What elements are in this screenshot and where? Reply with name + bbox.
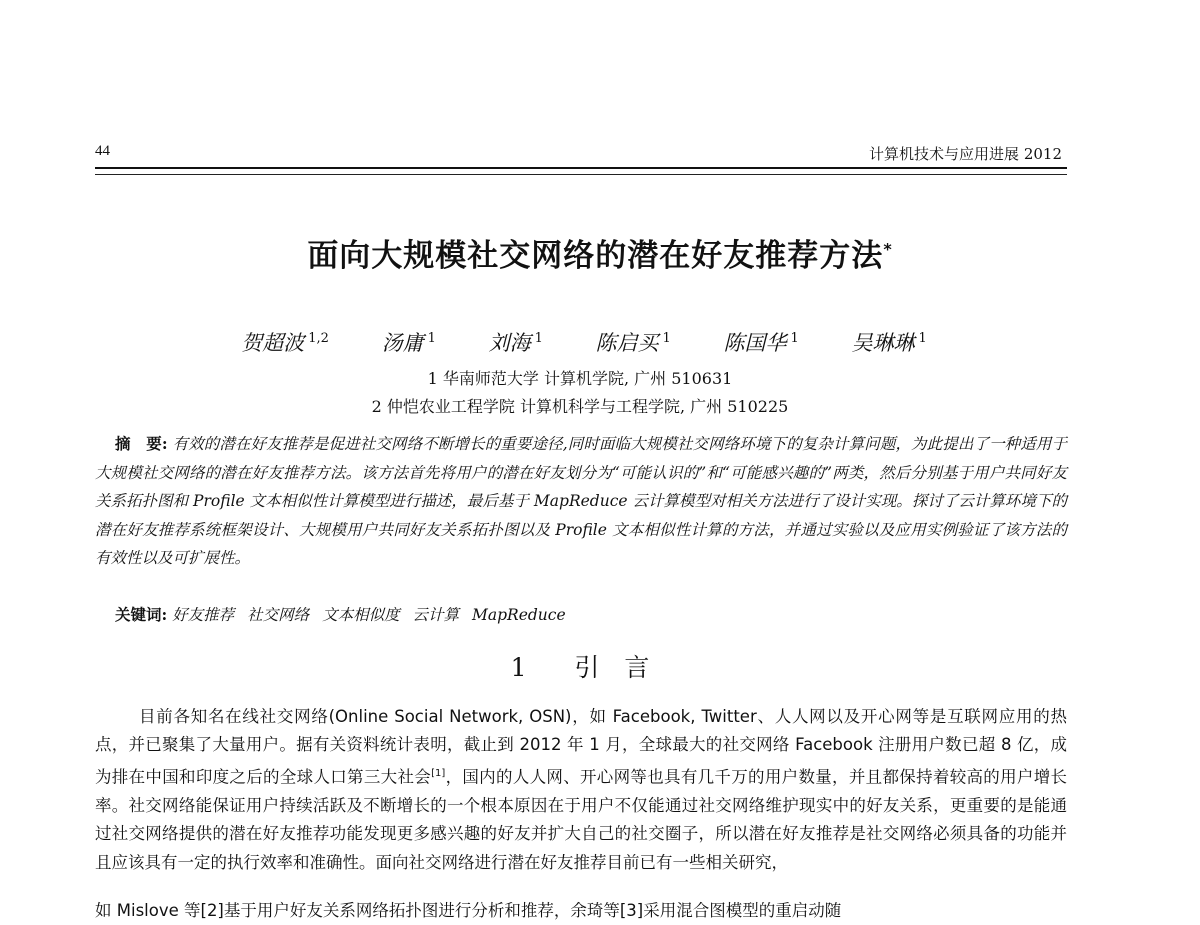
author	[851, 327, 926, 357]
author-affiliation-mark: 1	[790, 331, 799, 346]
title-footnote-mark: *	[883, 239, 893, 259]
author-name: 汤庸	[381, 331, 424, 355]
section-title: 引 言	[574, 653, 650, 682]
author-affiliation-mark: 1	[662, 331, 671, 346]
author-name: 贺超波	[241, 331, 305, 355]
author-name: 陈启买	[595, 331, 659, 355]
section-number: 1	[510, 653, 527, 682]
abstract	[95, 430, 1067, 573]
author	[241, 327, 329, 357]
running-header	[95, 143, 1062, 163]
header-rule-thick	[95, 167, 1067, 169]
section-heading	[0, 648, 1160, 684]
author-affiliation-mark: 1,2	[308, 331, 329, 346]
keyword: 好友推荐	[172, 606, 235, 624]
author-affiliation-mark: 1	[918, 331, 927, 346]
author	[489, 327, 543, 357]
paper-title-text: 面向大规模社交网络的潜在好友推荐方法	[307, 238, 884, 274]
author-name: 吴琳琳	[851, 331, 915, 355]
journal-name: 计算机技术与应用进展 2012	[869, 145, 1062, 163]
author	[596, 327, 671, 357]
author-list	[0, 327, 1168, 357]
abstract-label: 摘 要:	[115, 434, 168, 453]
keywords-label: 关键词:	[115, 605, 168, 624]
header-rule-thin	[95, 174, 1067, 175]
keyword: 社交网络	[247, 606, 310, 624]
keyword: 文本相似度	[322, 606, 400, 624]
keyword: MapReduce	[471, 606, 566, 624]
citation: [1]	[431, 767, 446, 779]
paper-title	[0, 230, 1200, 275]
keyword: 云计算	[412, 606, 460, 624]
body-paragraph	[95, 703, 1067, 877]
author	[724, 327, 799, 357]
author-name: 刘海	[488, 331, 531, 355]
cut-off-line: 如 Mislove 等[2]基于用户好友关系网络拓扑图进行分析和推荐，余琦等[3]采用混合图模型的重启动随	[95, 901, 842, 920]
page-number: 44	[95, 143, 110, 159]
author-name: 陈国华	[723, 331, 787, 355]
keywords	[115, 603, 1067, 625]
abstract-text: 有效的潜在好友推荐是促进社交网络不断增长的重要途径,同时面临大规模社交网络环境下的复杂计算问题，为此提出了一种适用于大规模社交网络的潜在好友推荐方法。该方法首先将用户的潜在好友划分为“可能认识的”和“可能感兴趣的”两类，然后分别基于用户共同好友关系拓扑图和 Profile 文本相似性计算模型进行描述，最后基于 MapReduce 云计算模型对相关方法进行了设计实现。探讨了云计算环境下的潜在好友推荐系统框架设计、大规模用户共同好友关系拓扑图以及 Profile 文本相似性计算的方法，并通过实验以及应用实例验证了该方法的有效性以及可扩展性。	[95, 435, 1067, 568]
author-affiliation-mark: 1	[427, 331, 436, 346]
affiliation-2: 2 仲恺农业工程学院 计算机科学与工程学院, 广州 510225	[371, 397, 789, 416]
author-affiliation-mark: 1	[534, 331, 543, 346]
affiliation-1: 1 华南师范大学 计算机学院, 广州 510631	[427, 369, 733, 388]
body-text-part2: ，国内的人人网、开心网等也具有几千万的用户数量，并且都保持着较高的用户增长率。社交网络能保证用户持续活跃及不断增长的一个根本原因在于用户不仅能通过社交网络维护现实中的好友关系，更重要的是能通过社交网络提供的潜在好友推荐功能发现更多感兴趣的好友并扩大自己的社交圈子，所以潜在好友推荐是社交网络必须具备的功能并且应该具有一定的执行效率和准确性。面向社交网络进行潜在好友推荐目前已有一些相关研究，	[95, 767, 1068, 872]
body-text-part1: 目前各知名在线社交网络(Online Social Network, OSN)，如 Facebook, Twitter、人人网以及开心网等是互联网应用的热点，并已聚集了大量用户。据有关资料统计表明，截止到 2012 年 1 月，全球最大的社交网络 Facebook 注册用户数已超 8 亿，成为排在中国和印度之后的全球人口第三大社会	[95, 707, 1067, 787]
author	[382, 327, 436, 357]
